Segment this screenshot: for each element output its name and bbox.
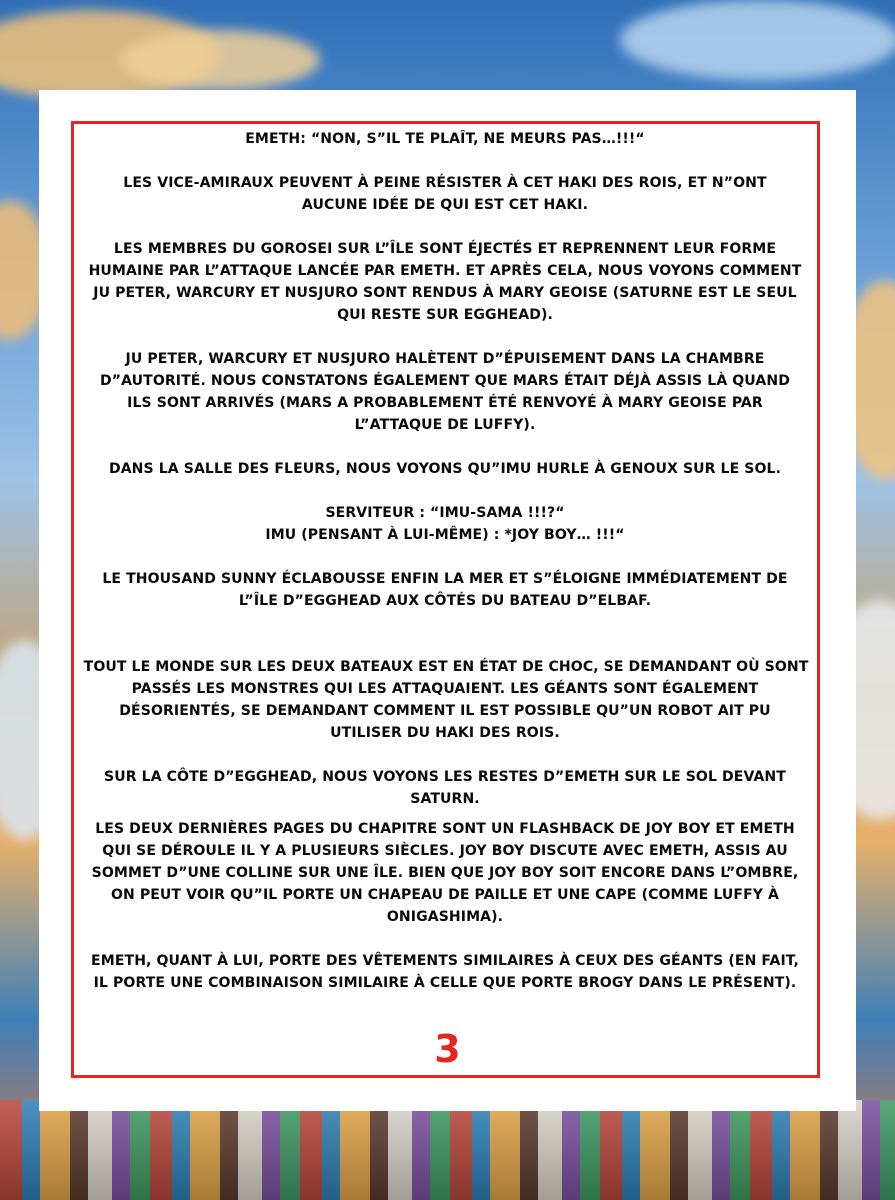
paragraph [84, 238, 807, 326]
text-line: IMU (PENSANT À LUI-MÊME) : *JOY BOY… !!!“ [265, 527, 625, 543]
text-line: L”ÎLE D”EGGHEAD AUX CÔTÉS DU BATEAU D”ELBAF. [238, 593, 652, 609]
text-line: HUMAINE PAR L”ATTAQUE LANCÉE PAR EMETH. ET APRÈS CELA, NOUS VOYONS COMMENT [88, 263, 802, 279]
text-line: L”ATTAQUE DE LUFFY). [354, 417, 536, 433]
text-line: LES VICE-AMIRAUX PEUVENT À PEINE RÉSISTER À CET HAKI DES ROIS, ET N”ONT [123, 175, 767, 191]
text-line: QUI SE DÉROULE IL Y A PLUSIEURS SIÈCLES. JOY BOY DISCUTE AVEC EMETH, ASSIS AU [102, 843, 788, 859]
text-line: D”AUTORITÉ. NOUS CONSTATONS ÉGALEMENT QUE MARS ÉTAIT DÉJÀ ASSIS LÀ QUAND [100, 373, 790, 389]
text-line: LES MEMBRES DU GOROSEI SUR L”ÎLE SONT ÉJECTÉS ET REPRENNENT LEUR FORME [113, 241, 777, 257]
text-line: DÉSORIENTÉS, SE DEMANDANT COMMENT IL EST POSSIBLE QU”UN ROBOT AIT PU [119, 703, 771, 719]
paragraph [84, 950, 807, 994]
text-line: DANS LA SALLE DES FLEURS, NOUS VOYONS QU”IMU HURLE À GENOUX SUR LE SOL. [108, 461, 782, 477]
paragraph [84, 348, 807, 436]
text-line: ONIGASHIMA). [386, 909, 504, 925]
paragraph [84, 458, 807, 480]
text-line: LE THOUSAND SUNNY ÉCLABOUSSE ENFIN LA MER ET S”ÉLOIGNE IMMÉDIATEMENT DE [102, 571, 788, 587]
paragraph [84, 128, 807, 150]
paragraph [84, 656, 807, 744]
text-line: QUI RESTE SUR EGGHEAD). [337, 307, 553, 323]
text-line: ON PEUT VOIR QU”IL PORTE UN CHAPEAU DE PAILLE ET UNE CAPE (COMME LUFFY À [110, 887, 780, 903]
text-line: SOMMET D”UNE COLLINE SUR UNE ÎLE. BIEN QUE JOY BOY SOIT ENCORE DANS L”OMBRE, [91, 865, 799, 881]
text-line: SATURN. [410, 791, 480, 807]
background-cloud [120, 30, 320, 90]
text-line: SERVITEUR : “IMU-SAMA !!!?“ [325, 505, 565, 521]
text-line: UTILISER DU HAKI DES ROIS. [330, 725, 560, 741]
text-line: EMETH, QUANT À LUI, PORTE DES VÊTEMENTS SIMILAIRES À CEUX DES GÉANTS (EN FAIT, [91, 953, 799, 969]
text-line: JU PETER, WARCURY ET NUSJURO SONT RENDUS À MARY GEOISE (SATURNE EST LE SEUL [93, 285, 797, 301]
summary-text [84, 128, 807, 1016]
text-line: JU PETER, WARCURY ET NUSJURO HALÈTENT D”ÉPUISEMENT DANS LA CHAMBRE [125, 351, 765, 367]
text-line: LES DEUX DERNIÈRES PAGES DU CHAPITRE SONT UN FLASHBACK DE JOY BOY ET EMETH [95, 821, 795, 837]
paragraph [84, 568, 807, 612]
background-cloud [620, 0, 895, 80]
text-line: TOUT LE MONDE SUR LES DEUX BATEAUX EST EN ÉTAT DE CHOC, SE DEMANDANT OÙ SONT [83, 659, 809, 675]
background-shade [0, 1100, 895, 1200]
text-line: PASSÉS LES MONSTRES QUI LES ATTAQUAIENT. LES GÉANTS SONT ÉGALEMENT [131, 681, 759, 697]
text-line: SUR LA CÔTE D”EGGHEAD, NOUS VOYONS LES RESTES D”EMETH SUR LE SOL DEVANT [104, 769, 786, 785]
paragraph [84, 818, 807, 928]
text-line: EMETH: “NON, S”IL TE PLAÎT, NE MEURS PAS…!!!“ [245, 131, 645, 147]
text-line: ILS SONT ARRIVÉS (MARS A PROBABLEMENT ÉTÉ RENVOYÉ À MARY GEOISE PAR [127, 395, 763, 411]
paragraph [84, 766, 807, 810]
text-line: AUCUNE IDÉE DE QUI EST CET HAKI. [301, 197, 589, 213]
page-number: 3 [434, 1027, 461, 1071]
text-line: IL PORTE UNE COMBINAISON SIMILAIRE À CELLE QUE PORTE BROGY DANS LE PRÉSENT). [93, 975, 797, 991]
paragraph [84, 172, 807, 216]
paragraph [84, 502, 807, 546]
